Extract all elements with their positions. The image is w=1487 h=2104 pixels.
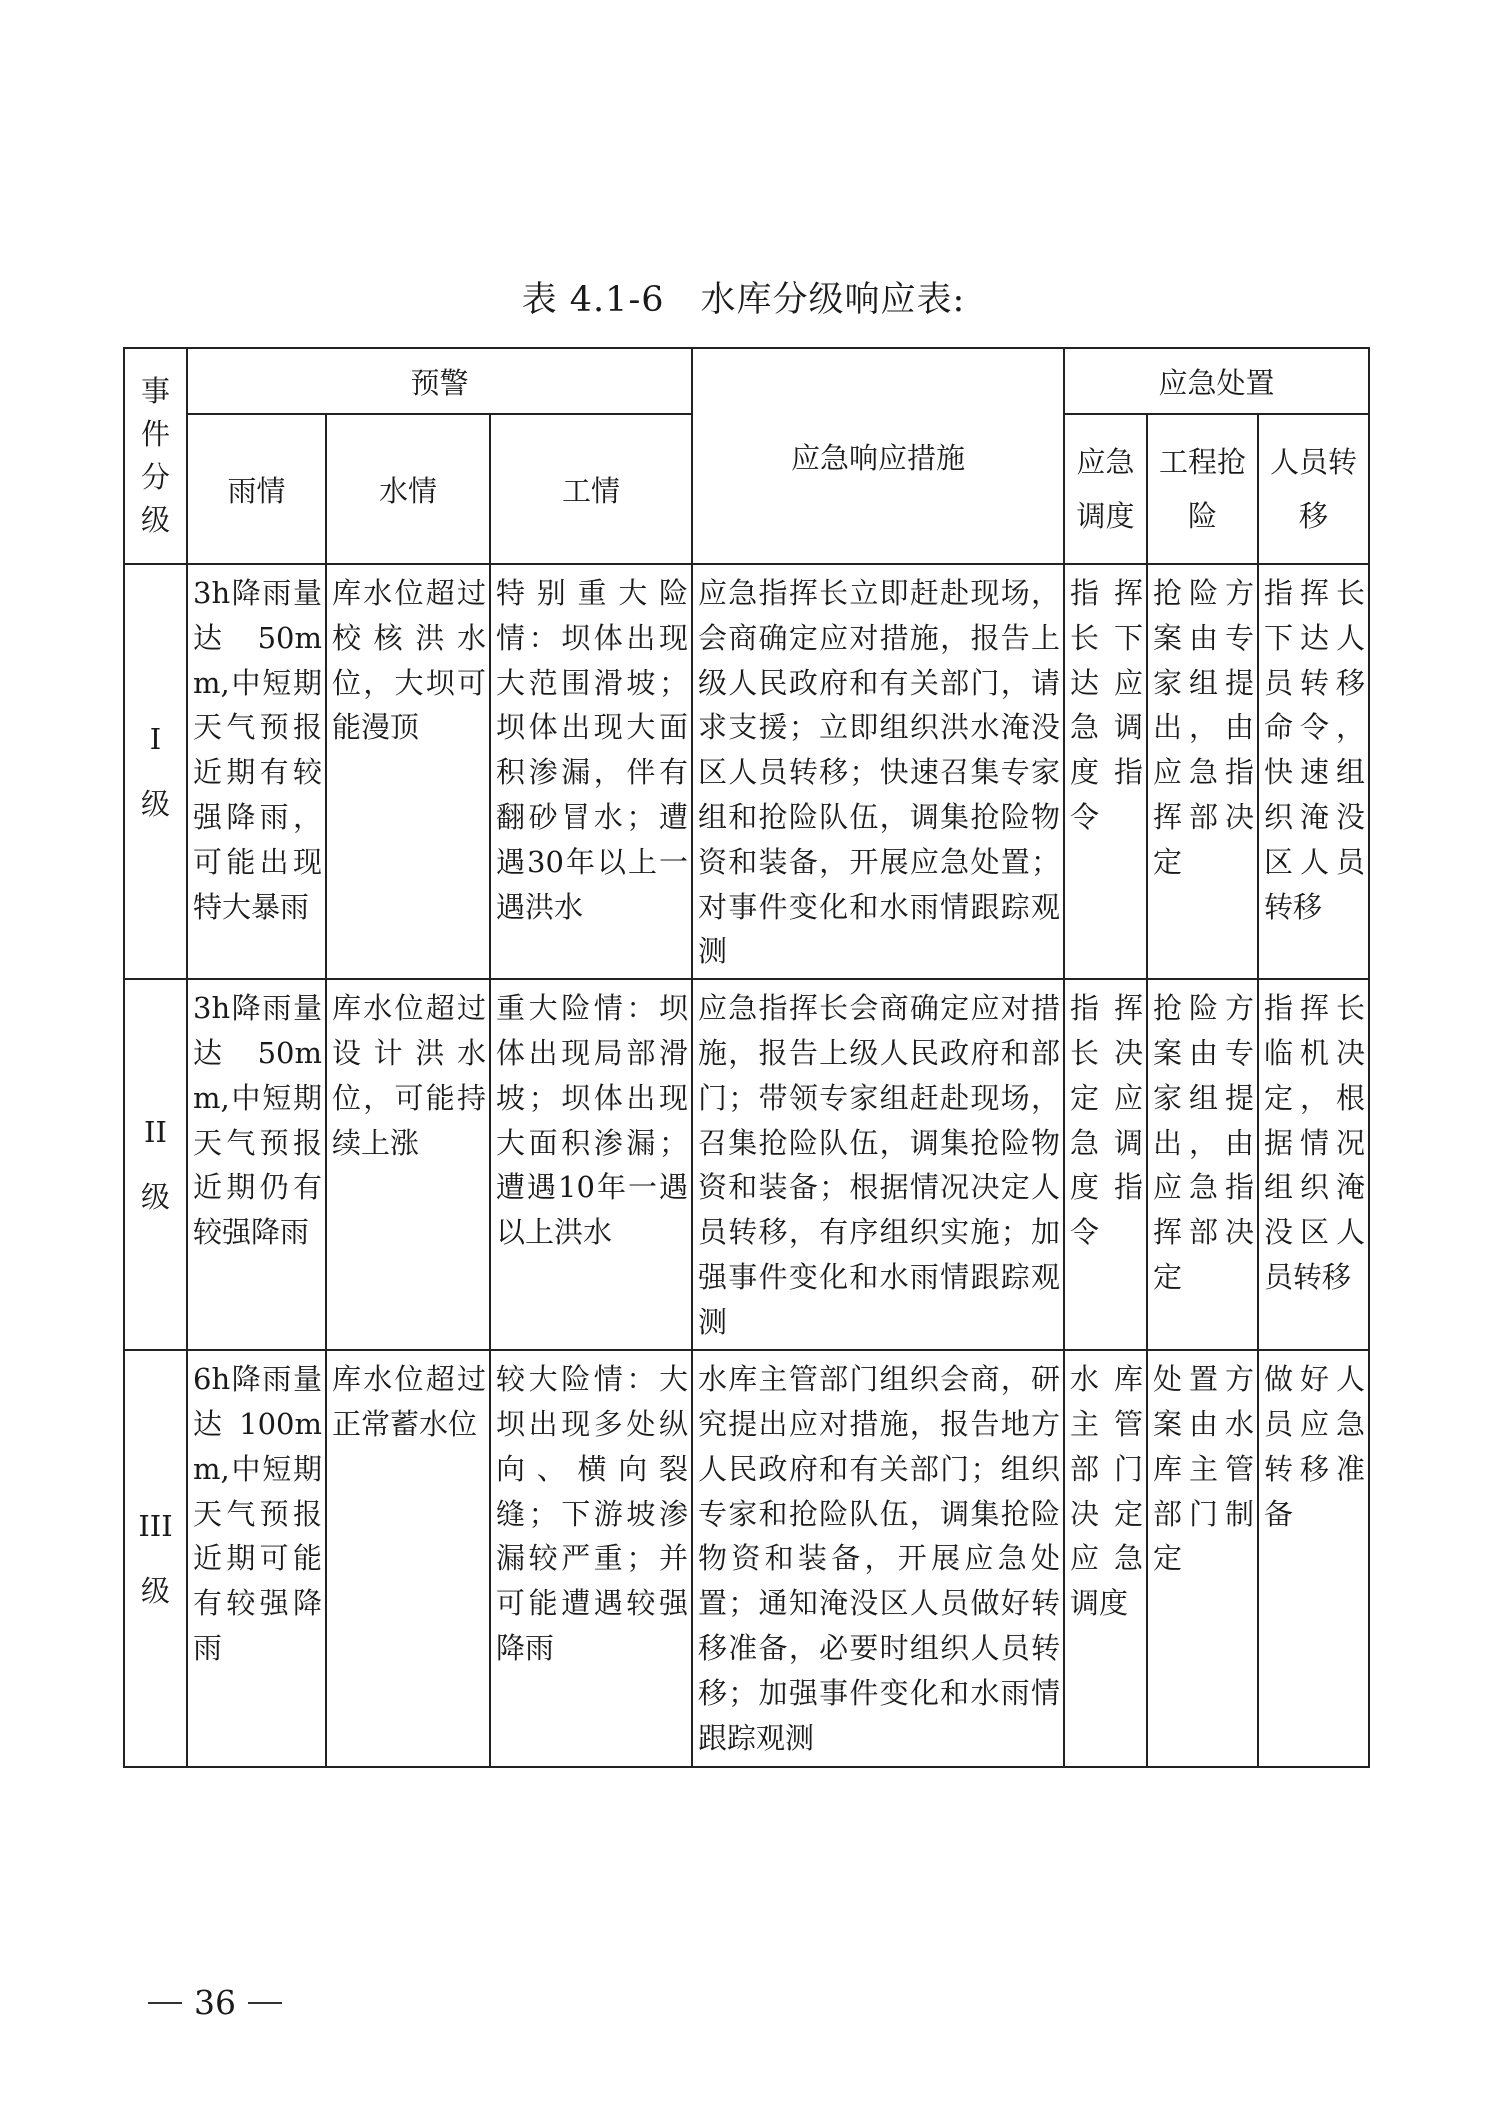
water-cell: 库水位超过设计洪水位，可能持续上涨 — [326, 979, 490, 1350]
dash-right — [248, 2002, 282, 2004]
dispatch-cell: 指挥长决定应急调度指令 — [1064, 979, 1147, 1350]
header-line: 移 — [1299, 499, 1329, 533]
measures-cell: 应急指挥长立即赶赴现场，会商确定应对措施，报告上级人民政府和有关部门，请求支援；立即组织洪水淹没区人员转移；快速召集专家组和抢险队伍，调集抢险物资和装备，开展应急处置；对事件变化和水雨情跟踪观测 — [692, 564, 1064, 979]
vertical-char: 事 — [140, 374, 170, 408]
header-water: 水情 — [326, 414, 490, 564]
table-row — [124, 1350, 1369, 1767]
measures-cell: 水库主管部门组织会商，研究提出应对措施，报告地方人民政府和有关部门；组织专家和抢险队伍，调集抢险物资和装备，开展应急处置；通知淹没区人员做好转移准备，必要时组织人员转移；加强事件变化和水雨情跟踪观测 — [692, 1350, 1064, 1767]
vertical-char: 分 — [140, 460, 170, 494]
water-cell: 库水位超过正常蓄水位 — [326, 1350, 490, 1767]
header-transfer — [1258, 414, 1369, 564]
header-line: 调度 — [1076, 499, 1135, 533]
engineering-cell: 较大险情：大坝出现多处纵向、横向裂缝；下游坡渗漏较严重；并可能遭遇较强降雨 — [490, 1350, 692, 1767]
header-disposal: 应急处置 — [1064, 348, 1369, 414]
header-category-text — [125, 374, 186, 537]
table-row — [124, 979, 1369, 1350]
header-dispatch — [1064, 414, 1147, 564]
rescue-cell: 处置方案由水库主管部门制定 — [1147, 1350, 1258, 1767]
level-cell — [124, 1350, 187, 1767]
header-measures: 应急响应措施 — [692, 348, 1064, 564]
measures-cell: 应急指挥长会商确定应对措施，报告上级人民政府和部门；带领专家组赶赴现场，召集抢险队伍，调集抢险物资和装备；根据情况决定人员转移，有序组织实施；加强事件变化和水雨情跟踪观测 — [692, 979, 1064, 1350]
rain-cell: 6h降雨量达100mm,中短期天气预报近期可能有较强降雨 — [187, 1350, 326, 1767]
vertical-char: I — [149, 721, 162, 756]
header-rain: 雨情 — [187, 414, 326, 564]
vertical-char: 件 — [140, 417, 170, 451]
level-cell — [124, 979, 187, 1350]
level-cell — [124, 564, 187, 979]
engineering-cell: 特别重大险情：坝体出现大范围滑坡；坝体出现大面积渗漏，伴有翻砂冒水；遭遇30年以上一遇洪水 — [490, 564, 692, 979]
rescue-cell: 抢险方案由专家组提出，由应急指挥部决定 — [1147, 979, 1258, 1350]
transfer-cell: 指挥长下达人员转移命令，快速组织淹没区人员转移 — [1258, 564, 1369, 979]
vertical-char: 级 — [140, 1179, 170, 1214]
header-warning: 预警 — [187, 348, 692, 414]
header-category — [124, 348, 187, 564]
header-line: 应急 — [1076, 445, 1135, 479]
dispatch-cell: 指挥长下达应急调度指令 — [1064, 564, 1147, 979]
vertical-char: 级 — [140, 1573, 170, 1608]
dispatch-cell: 水库主管部门决定应急调度 — [1064, 1350, 1147, 1767]
water-cell: 库水位超过校核洪水位，大坝可能漫顶 — [326, 564, 490, 979]
vertical-char: 级 — [140, 786, 170, 821]
transfer-cell: 指挥长临机决定，根据情况组织淹没区人员转移 — [1258, 979, 1369, 1350]
vertical-char: 级 — [140, 503, 170, 537]
rain-cell: 3h降雨量达50mm,中短期天气预报近期仍有较强降雨 — [187, 979, 326, 1350]
header-line: 人员转 — [1270, 445, 1358, 479]
header-rescue — [1147, 414, 1258, 564]
dash-left — [148, 2002, 182, 2004]
vertical-char: III — [138, 1508, 173, 1543]
engineering-cell: 重大险情：坝体出现局部滑坡；坝体出现大面积渗漏；遭遇10年一遇以上洪水 — [490, 979, 692, 1350]
transfer-cell: 做好人员应急转移准备 — [1258, 1350, 1369, 1767]
header-engineering: 工情 — [490, 414, 692, 564]
rescue-cell: 抢险方案由专家组提出，由应急指挥部决定 — [1147, 564, 1258, 979]
vertical-char: II — [144, 1114, 167, 1149]
table-row — [124, 564, 1369, 979]
page-number — [0, 1983, 430, 2022]
rain-cell: 3h降雨量达50mm,中短期天气预报近期有较强降雨，可能出现特大暴雨 — [187, 564, 326, 979]
header-line: 工程抢 — [1159, 445, 1247, 479]
header-line: 险 — [1188, 499, 1218, 533]
page-number-text: 36 — [194, 1983, 236, 2022]
response-table — [123, 347, 1370, 1768]
table-caption: 表 4.1-6 水库分级响应表: — [521, 280, 966, 320]
